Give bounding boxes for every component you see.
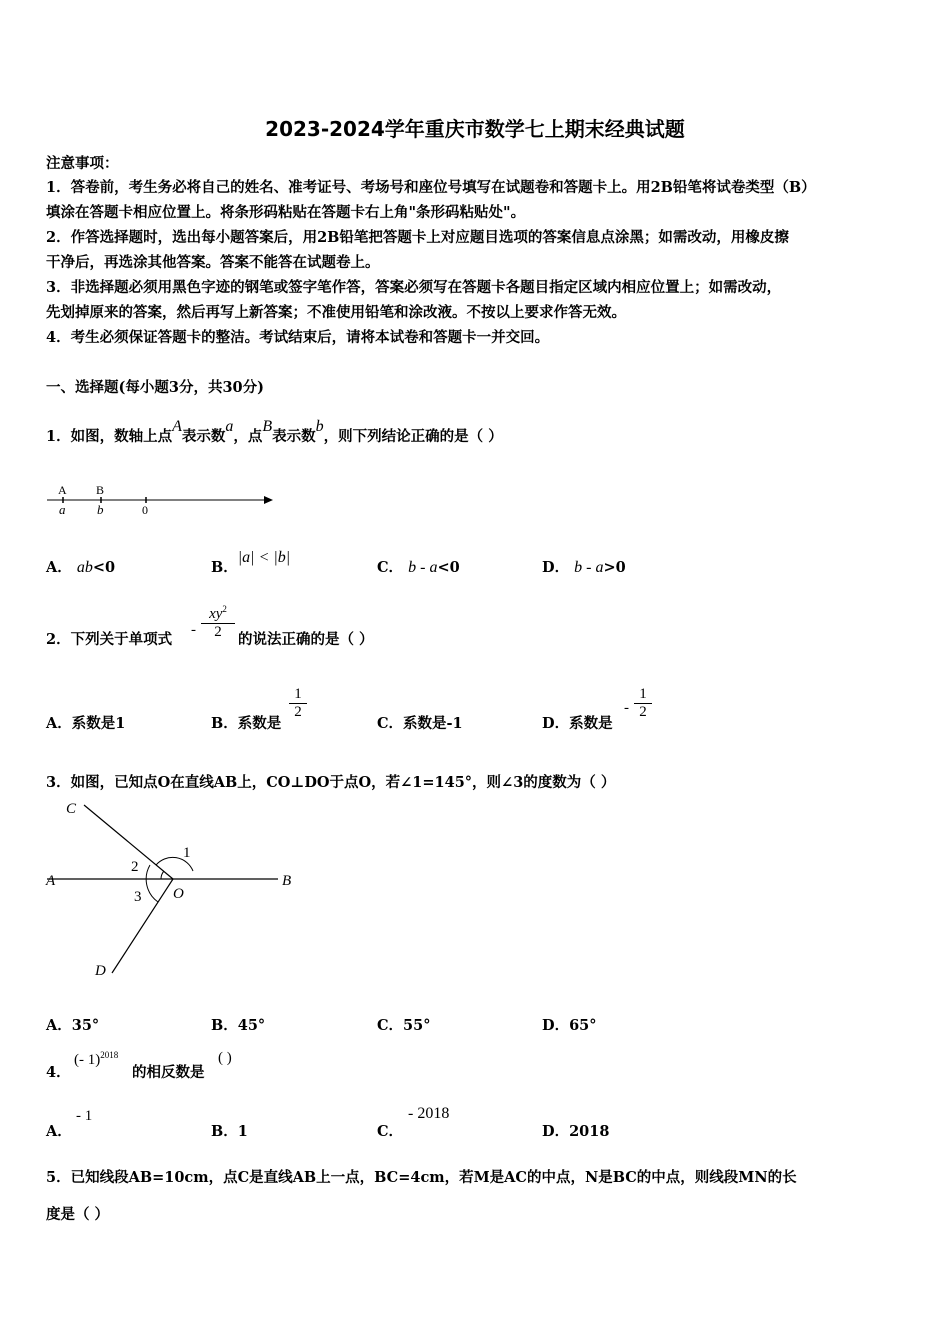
zero-label: 0: [142, 503, 148, 517]
q2-minus: -: [191, 622, 196, 638]
question-1: 1．如图，数轴上点A表示数a，点B表示数b，则下列结论正确的是（ ）: [46, 418, 503, 445]
notice-line: 4．考生必须保证答题卡的整洁。考试结束后，请将本试卷和答题卡一并交回。: [46, 329, 550, 346]
q2-option-b[interactable]: B．系数是: [211, 715, 282, 732]
angle-2-label: 2: [131, 859, 139, 875]
page-title: 2023-2024学年重庆市数学七上期末经典试题: [265, 117, 685, 141]
question-4-text: 的相反数是: [132, 1064, 205, 1081]
value-b-label: b: [97, 502, 104, 517]
question-2-text: 的说法正确的是（ ）: [238, 631, 374, 648]
q2-option-d-fraction: $\frac{1}{2}$: [634, 686, 652, 721]
notice-line: 3．非选择题必须用黑色字迹的钢笔或签字笔作答，答案必须写在答题卡各题目指定区域内相应位置上；如需改动，: [46, 279, 782, 296]
angle-3-label: 3: [134, 889, 142, 905]
q1-option-a[interactable]: A． ab<0: [46, 559, 116, 576]
angle-figure: [42, 795, 302, 985]
value-a-label: a: [59, 502, 66, 517]
q1-option-d[interactable]: D． b - a>0: [542, 559, 626, 576]
q3-option-a[interactable]: A．35°: [46, 1017, 100, 1034]
q3-option-d[interactable]: D．65°: [542, 1017, 597, 1034]
notice-line: 2．作答选择题时，选出每小题答案后，用2B铅笔把答题卡上对应题目选项的答案信息点涂黑；如需改动，用橡皮擦: [46, 229, 789, 246]
q3-option-c[interactable]: C．55°: [377, 1017, 431, 1034]
question-3: 3．如图，已知点O在直线AB上，CO⊥DO于点O，若∠1=145°，则∠3的度数为（ ）: [46, 774, 616, 791]
q4-answer-paren: ( ): [218, 1050, 232, 1066]
label-d: D: [95, 963, 106, 979]
label-b: B: [282, 873, 292, 889]
q4-power: (- 1)$^{2018}$: [74, 1050, 119, 1068]
notice-line: 1．答卷前，考生务必将自己的姓名、准考证号、考场号和座位号填写在试题卷和答题卡上。用2B铅笔将试卷类型（B）: [46, 179, 816, 196]
notice-heading: 注意事项：: [46, 155, 119, 172]
point-b-label: B: [96, 483, 105, 497]
point-a-label: A: [58, 483, 67, 497]
q2-option-b-fraction: $\frac{1}{2}$: [289, 686, 307, 721]
q3-option-b[interactable]: B．45°: [211, 1017, 266, 1034]
question-2-intro: 2．下列关于单项式: [46, 631, 173, 648]
q2-option-a[interactable]: A．系数是1: [46, 715, 126, 732]
q2-option-d-minus: -: [624, 700, 629, 716]
q4-option-a-value: - 1: [76, 1108, 93, 1124]
question-4-number: 4．: [46, 1064, 71, 1081]
q4-option-c[interactable]: C．: [377, 1123, 404, 1140]
notice-line: 干净后，再选涂其他答案。答案不能答在试题卷上。: [46, 254, 380, 271]
section-heading: 一、选择题(每小题3分，共30分): [46, 379, 264, 396]
label-a: A: [46, 873, 56, 889]
question-5-line2: 度是（ ）: [46, 1206, 110, 1223]
notice-line: 填涂在答题卡相应位置上。将条形码粘贴在答题卡右上角"条形码粘贴处"。: [46, 204, 526, 221]
angle-1-label: 1: [183, 845, 191, 861]
q4-option-a[interactable]: A．: [46, 1123, 72, 1140]
q2-monomial-fraction: $\frac{xy^2}{2}$: [201, 604, 235, 641]
q1-option-c[interactable]: C． b - a<0: [377, 559, 460, 576]
q4-option-c-value: - 2018: [408, 1105, 450, 1122]
number-line-figure: [45, 478, 280, 518]
label-o: O: [173, 886, 184, 902]
question-5-line1: 5．已知线段AB=10cm，点C是直线AB上一点，BC=4cm，若M是AC的中点，N是BC的中点，则线段MN的长: [46, 1169, 797, 1186]
q1-option-b[interactable]: B．|a| < |b|: [211, 549, 291, 576]
notice-line: 先划掉原来的答案，然后再写上新答案；不准使用铅笔和涂改液。不按以上要求作答无效。: [46, 304, 626, 321]
label-c: C: [66, 801, 77, 817]
q4-option-d[interactable]: D．2018: [542, 1123, 610, 1140]
q2-option-d[interactable]: D．系数是: [542, 715, 613, 732]
q2-option-c[interactable]: C．系数是-1: [377, 715, 463, 732]
q4-option-b[interactable]: B．1: [211, 1123, 248, 1140]
